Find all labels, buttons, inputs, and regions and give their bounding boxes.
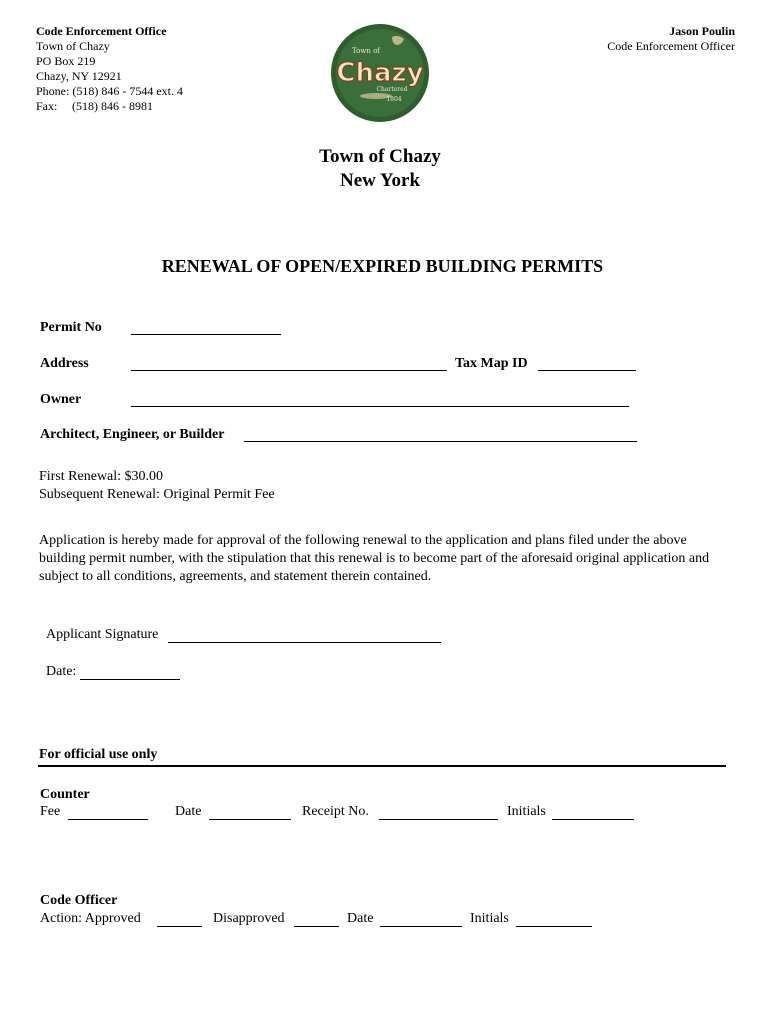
counter-fee-field[interactable] — [68, 804, 148, 820]
approved-field[interactable] — [157, 911, 202, 927]
approved-label: Action: Approved — [40, 911, 141, 926]
officer-block — [607, 24, 735, 54]
first-renewal-fee: First Renewal: $30.00 — [39, 469, 164, 484]
subsequent-renewal-fee: Subsequent Renewal: Original Permit Fee — [39, 487, 275, 502]
date-label: Date: — [46, 664, 77, 679]
date-field[interactable] — [80, 664, 180, 680]
tax-map-label: Tax Map ID — [455, 356, 528, 371]
architect-label: Architect, Engineer, or Builder — [40, 427, 225, 442]
owner-field[interactable] — [131, 392, 629, 407]
office-fax — [36, 99, 183, 114]
officer-name: Jason Poulin — [669, 24, 735, 38]
counter-fee-label: Fee — [40, 804, 61, 819]
town-seal-logo — [330, 23, 430, 123]
counter-date-label: Date — [175, 804, 202, 819]
officer-initials-field[interactable] — [516, 911, 592, 927]
town-title-line1: Town of Chazy — [319, 146, 441, 167]
disapproved-label: Disapproved — [213, 911, 285, 926]
counter-heading: Counter — [40, 787, 90, 802]
office-name: Code Enforcement Office — [36, 24, 167, 38]
town-title — [0, 145, 760, 193]
counter-date-field[interactable] — [209, 804, 291, 820]
application-statement: Application is hereby made for approval of the following renewal to the application and plans filed under the above building permit number, with the stipulation that this renewal is to become part of the aforesaid original application and subject to all conditions, agreements, and statement therein contained. — [39, 533, 710, 584]
applicant-signature-label: Applicant Signature — [46, 627, 159, 642]
disapproved-field[interactable] — [294, 911, 339, 927]
permit-no-label: Permit No — [40, 320, 102, 335]
officer-date-label: Date — [347, 911, 374, 926]
receipt-no-label: Receipt No. — [302, 804, 369, 819]
code-officer-heading: Code Officer — [40, 893, 118, 908]
svg-text:Chazy: Chazy — [336, 58, 424, 88]
form-title: RENEWAL OF OPEN/EXPIRED BUILDING PERMITS — [161, 256, 604, 276]
office-town: Town of Chazy — [36, 39, 110, 53]
town-title-line2: New York — [339, 170, 421, 191]
officer-date-field[interactable] — [380, 911, 462, 927]
applicant-signature-field[interactable] — [168, 627, 441, 643]
tax-map-field[interactable] — [538, 356, 636, 371]
office-phone: Phone: (518) 846 - 7544 ext. 4 — [36, 84, 183, 98]
fax-label: Fax: — [36, 99, 58, 113]
official-use-divider — [38, 765, 726, 767]
svg-text:Chartered: Chartered — [376, 86, 408, 93]
address-field[interactable] — [131, 356, 447, 371]
counter-initials-label: Initials — [507, 804, 546, 819]
counter-initials-field[interactable] — [552, 804, 634, 820]
architect-field[interactable] — [244, 427, 637, 442]
receipt-no-field[interactable] — [379, 804, 498, 820]
office-contact-block — [36, 24, 183, 114]
owner-label: Owner — [40, 392, 82, 407]
officer-initials-label: Initials — [470, 911, 509, 926]
office-po-box: PO Box 219 — [36, 54, 96, 68]
svg-text:Town of: Town of — [352, 47, 380, 55]
officer-title: Code Enforcement Officer — [607, 39, 735, 53]
official-use-heading: For official use only — [39, 747, 158, 762]
office-city: Chazy, NY 12921 — [36, 69, 122, 83]
permit-no-field[interactable] — [131, 320, 281, 335]
svg-text:1804: 1804 — [386, 96, 402, 103]
fax-number: (518) 846 - 8981 — [72, 99, 153, 113]
address-label: Address — [40, 356, 89, 371]
